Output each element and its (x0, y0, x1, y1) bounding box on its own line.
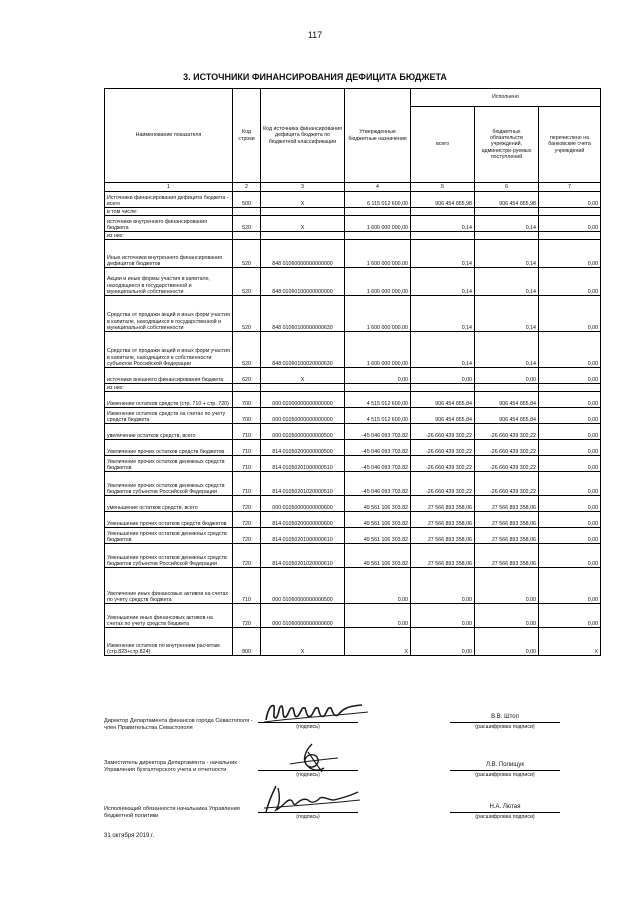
row-name: Акции и иные формы участия в капитале, находящиеся в государственной и муниципальной собственности (105, 268, 233, 296)
acting-signature-icon (262, 782, 362, 816)
header-executed: Исполнено (411, 89, 601, 107)
row-name: Источники финансирования дефицита бюджета - всего (105, 192, 233, 208)
row-institutions: 0,14 (475, 240, 539, 268)
row-approved: 1 600 000 000,00 (345, 240, 411, 268)
table-row (105, 296, 601, 332)
row-bank-accounts: 0,00 (539, 240, 601, 268)
row-name: Увеличение иных финансовых активов на счетах по учету средств бюджета (105, 568, 233, 604)
acting-name-caption: (расшифровка подписи) (475, 814, 535, 820)
row-approved (345, 384, 411, 392)
row-approved: 1 600 000 000,00 (345, 296, 411, 332)
row-source-code: 848 01060100020000630 (261, 332, 345, 368)
row-approved: -45 046 093 703,82 (345, 440, 411, 456)
row-approved: 1 600 000 000,00 (345, 332, 411, 368)
header-name: Наименование показателя (105, 89, 233, 183)
row-total: -26 660 439 302,22 (411, 424, 475, 440)
row-line-code (233, 384, 261, 392)
row-bank-accounts: 0,00 (539, 392, 601, 408)
header-bank-accounts: перечислено на банковские счета учреждений (539, 107, 601, 183)
row-institutions: 27 566 893 358,06 (475, 512, 539, 528)
row-bank-accounts: 0,00 (539, 424, 601, 440)
row-total: 906 454 055,84 (411, 392, 475, 408)
row-source-code: X (261, 192, 345, 208)
row-bank-accounts (539, 208, 601, 216)
report-date: 31 октября 2019 г. (104, 833, 155, 839)
row-approved (345, 232, 411, 240)
row-total: 0,14 (411, 216, 475, 232)
table-row (105, 628, 601, 656)
row-line-code (233, 208, 261, 216)
row-approved: 49 561 106 303,82 (345, 528, 411, 544)
acting-title: Исполняющий обязанности начальника Управления бюджетной политики (104, 806, 240, 819)
row-source-code: 848 01060100000000630 (261, 296, 345, 332)
row-total: 0,14 (411, 268, 475, 296)
row-institutions: 0,14 (475, 332, 539, 368)
row-source-code: 814 01050201000000610 (261, 528, 345, 544)
row-institutions: 0,14 (475, 296, 539, 332)
row-source-code: 000 01060000000000600 (261, 604, 345, 628)
table-row (105, 332, 601, 368)
row-bank-accounts: 0,00 (539, 216, 601, 232)
row-institutions (475, 384, 539, 392)
deputy-name-caption: (расшифровка подписи) (475, 772, 535, 778)
row-institutions: -26 660 439 302,22 (475, 472, 539, 496)
row-total: 27 566 893 358,06 (411, 512, 475, 528)
deputy-title: Заместитель директора Департамента - начальник Управления бухгалтерского учета и отчетности (104, 760, 237, 773)
acting-name: Н.А. Лютая (489, 804, 521, 810)
table-row (105, 392, 601, 408)
row-line-code: 720 (233, 604, 261, 628)
row-line-code: 720 (233, 496, 261, 512)
row-institutions: 27 566 893 358,06 (475, 528, 539, 544)
row-name: Уменьшение прочих остатков денежных средств бюджетов (105, 528, 233, 544)
row-approved: 0,00 (345, 368, 411, 384)
row-approved: -45 046 093 703,82 (345, 424, 411, 440)
row-approved (345, 208, 411, 216)
header-source-code: Код источника финансирования дефицита бюджета по бюджетной классификации (261, 89, 345, 183)
row-institutions: 906 454 055,84 (475, 392, 539, 408)
column-number: 4 (345, 183, 411, 192)
table-row (105, 408, 601, 424)
row-line-code: 710 (233, 456, 261, 472)
row-approved: 49 561 106 303,82 (345, 512, 411, 528)
row-line-code: 710 (233, 424, 261, 440)
table-row (105, 512, 601, 528)
table-row (105, 232, 601, 240)
row-approved: -45 046 093 703,82 (345, 472, 411, 496)
row-name: Иные источники внутреннего финансирования дефицитов бюджетов (105, 240, 233, 268)
row-bank-accounts: X (539, 628, 601, 656)
row-institutions: 906 454 055,84 (475, 408, 539, 424)
row-source-code: 848 01060000000000000 (261, 240, 345, 268)
row-total: 0,00 (411, 368, 475, 384)
row-institutions: 0,00 (475, 368, 539, 384)
table-row (105, 424, 601, 440)
row-source-code: 848 01060100000000000 (261, 268, 345, 296)
column-number: 2 (233, 183, 261, 192)
table-row (105, 192, 601, 208)
row-total: -26 660 439 302,22 (411, 440, 475, 456)
row-institutions: -26 660 439 302,22 (475, 440, 539, 456)
row-approved: X (345, 628, 411, 656)
row-total: -26 660 439 302,22 (411, 456, 475, 472)
row-total (411, 208, 475, 216)
row-institutions: 0,00 (475, 568, 539, 604)
table-row (105, 368, 601, 384)
header-total: всего (411, 107, 475, 183)
row-institutions (475, 208, 539, 216)
row-name: Изменение остатков средств (стр. 710 + стр. 720) (105, 392, 233, 408)
column-number: 3 (261, 183, 345, 192)
row-line-code: 620 (233, 368, 261, 384)
row-name: увеличение остатков средств, всего (105, 424, 233, 440)
row-approved: 6 115 012 600,00 (345, 192, 411, 208)
row-total: 27 566 893 358,06 (411, 496, 475, 512)
financing-sources-table (104, 88, 601, 656)
row-total: 0,00 (411, 628, 475, 656)
row-approved: 0,00 (345, 604, 411, 628)
row-bank-accounts (539, 232, 601, 240)
table-row (105, 384, 601, 392)
row-approved: 1 600 000 000,00 (345, 216, 411, 232)
row-approved: 49 561 106 303,82 (345, 496, 411, 512)
row-bank-accounts: 0,00 (539, 472, 601, 496)
row-line-code: 800 (233, 628, 261, 656)
row-line-code: 700 (233, 408, 261, 424)
row-approved: 0,00 (345, 568, 411, 604)
row-source-code: 814 01050200000000500 (261, 440, 345, 456)
page-number: 117 (307, 30, 323, 40)
row-name: Уменьшение прочих остатков денежных средств бюджетов субъектов Российской Федерации (105, 544, 233, 568)
row-bank-accounts: 0,00 (539, 544, 601, 568)
row-bank-accounts (539, 384, 601, 392)
row-name: Уменьшение прочих остатков средств бюджетов (105, 512, 233, 528)
row-line-code: 710 (233, 440, 261, 456)
header-line-code: Код строки (233, 89, 261, 183)
row-name: Увеличение прочих остатков денежных средств бюджетов (105, 456, 233, 472)
row-source-code: X (261, 216, 345, 232)
table-row (105, 456, 601, 472)
row-line-code: 520 (233, 332, 261, 368)
row-bank-accounts: 0,00 (539, 296, 601, 332)
column-number: 6 (475, 183, 539, 192)
row-bank-accounts: 0,00 (539, 456, 601, 472)
row-bank-accounts: 0,00 (539, 512, 601, 528)
row-total: 0,14 (411, 240, 475, 268)
row-bank-accounts: 0,00 (539, 192, 601, 208)
acting-signature-caption: (подпись) (296, 814, 320, 820)
row-line-code: 520 (233, 268, 261, 296)
row-approved: -45 046 093 703,82 (345, 456, 411, 472)
row-institutions: 27 566 893 358,06 (475, 496, 539, 512)
row-name: источники внешнего финансирования бюджета (105, 368, 233, 384)
header-institutions: бюджетных обязательств учреждений, администри-руемых поступлений (475, 107, 539, 183)
row-total: 906 454 055,84 (411, 408, 475, 424)
row-institutions: 0,14 (475, 268, 539, 296)
row-bank-accounts: 0,00 (539, 440, 601, 456)
table-row (105, 440, 601, 456)
table-row (105, 544, 601, 568)
row-name: из них: (105, 232, 233, 240)
table-row (105, 496, 601, 512)
row-bank-accounts: 0,00 (539, 496, 601, 512)
column-number-row (105, 183, 601, 192)
row-source-code: X (261, 628, 345, 656)
row-total: 27 566 893 358,06 (411, 544, 475, 568)
row-approved: 1 600 000 000,00 (345, 268, 411, 296)
table-row (105, 568, 601, 604)
row-name: источники внутреннего финансирования бюджета (105, 216, 233, 232)
row-source-code (261, 232, 345, 240)
row-total: 27 566 893 358,06 (411, 528, 475, 544)
row-institutions: 27 566 893 358,06 (475, 544, 539, 568)
row-name: Уменьшение иных финансовых активов на счетах по учету средств бюджета (105, 604, 233, 628)
row-source-code: X (261, 368, 345, 384)
row-source-code (261, 208, 345, 216)
column-number: 1 (105, 183, 233, 192)
director-name-caption: (расшифровка подписи) (475, 724, 535, 730)
row-name: из них: (105, 384, 233, 392)
row-line-code: 720 (233, 544, 261, 568)
row-source-code: 814 01050201020000610 (261, 544, 345, 568)
row-line-code: 710 (233, 472, 261, 496)
row-institutions: -26 660 439 302,22 (475, 456, 539, 472)
row-total: 0,00 (411, 568, 475, 604)
table-row (105, 604, 601, 628)
row-source-code (261, 384, 345, 392)
director-name: В.В. Штоп (491, 714, 519, 720)
row-institutions: 0,00 (475, 604, 539, 628)
column-number: 5 (411, 183, 475, 192)
table-row (105, 472, 601, 496)
row-total (411, 232, 475, 240)
row-total: 0,14 (411, 296, 475, 332)
row-bank-accounts: 0,00 (539, 368, 601, 384)
row-source-code: 814 01050201020000510 (261, 472, 345, 496)
table-row (105, 216, 601, 232)
row-bank-accounts: 0,00 (539, 604, 601, 628)
row-name: Увеличение прочих остатков средств бюджетов (105, 440, 233, 456)
row-line-code: 720 (233, 528, 261, 544)
row-institutions: 906 454 055,98 (475, 192, 539, 208)
director-title: Директор Департамента финансов города Севастополя - член Правительства Севастополя (104, 718, 253, 731)
row-source-code: 000 01050000000000600 (261, 496, 345, 512)
row-bank-accounts: 0,00 (539, 332, 601, 368)
table-row (105, 268, 601, 296)
row-line-code: 520 (233, 296, 261, 332)
director-signature-icon (262, 700, 372, 724)
row-bank-accounts: 0,00 (539, 408, 601, 424)
row-name: уменьшение остатков средств, всего (105, 496, 233, 512)
row-institutions (475, 232, 539, 240)
row-institutions: 0,14 (475, 216, 539, 232)
deputy-name: Л.В. Полищук (486, 762, 524, 768)
table-row (105, 208, 601, 216)
row-name: в том числе: (105, 208, 233, 216)
row-institutions: -26 660 439 302,22 (475, 424, 539, 440)
row-line-code: 710 (233, 568, 261, 604)
row-source-code: 000 01060000000000500 (261, 568, 345, 604)
row-line-code (233, 232, 261, 240)
row-approved: 4 515 012 600,00 (345, 408, 411, 424)
row-name: Средства от продажи акций и иных форм участия в капитале, находящихся в государственной и муниципальной собственности (105, 296, 233, 332)
row-source-code: 000 01000000000000000 (261, 392, 345, 408)
row-total (411, 384, 475, 392)
row-name: Средства от продажи акций и иных форм участия в капитале, находящихся в собственности субъектов Российской Федерации (105, 332, 233, 368)
row-source-code: 000 01050000000000000 (261, 408, 345, 424)
row-approved: 4 515 012 600,00 (345, 392, 411, 408)
table-row (105, 528, 601, 544)
page-title: 3. ИСТОЧНИКИ ФИНАНСИРОВАНИЯ ДЕФИЦИТА БЮДЖЕТА (183, 72, 447, 82)
row-source-code: 814 01050201000000510 (261, 456, 345, 472)
row-total: 906 454 055,98 (411, 192, 475, 208)
column-number: 7 (539, 183, 601, 192)
row-institutions: 0,00 (475, 628, 539, 656)
row-total: 0,00 (411, 604, 475, 628)
row-total: -26 660 439 302,22 (411, 472, 475, 496)
row-bank-accounts: 0,00 (539, 568, 601, 604)
table-row (105, 240, 601, 268)
table-body (105, 192, 601, 656)
row-source-code: 000 01050000000000500 (261, 424, 345, 440)
row-line-code: 700 (233, 392, 261, 408)
row-approved: 49 561 106 303,82 (345, 544, 411, 568)
row-name: Увеличение прочих остатков денежных средств бюджетов субъектов Российской Федерации (105, 472, 233, 496)
row-bank-accounts: 0,00 (539, 268, 601, 296)
row-total: 0,14 (411, 332, 475, 368)
row-line-code: 720 (233, 512, 261, 528)
row-line-code: 520 (233, 216, 261, 232)
deputy-signature-caption: (подпись) (296, 772, 320, 778)
row-line-code: 500 (233, 192, 261, 208)
row-bank-accounts: 0,00 (539, 528, 601, 544)
row-line-code: 520 (233, 240, 261, 268)
row-name: Изменение остатков по внутренним расчетам (стр.823+стр.824) (105, 628, 233, 656)
header-approved: Утвержденные бюджетные назначения (345, 89, 411, 183)
director-signature-caption: (подпись) (296, 724, 320, 730)
row-source-code: 814 01050200000000600 (261, 512, 345, 528)
row-name: Изменение остатков средств на счетах по учету средств бюджета (105, 408, 233, 424)
